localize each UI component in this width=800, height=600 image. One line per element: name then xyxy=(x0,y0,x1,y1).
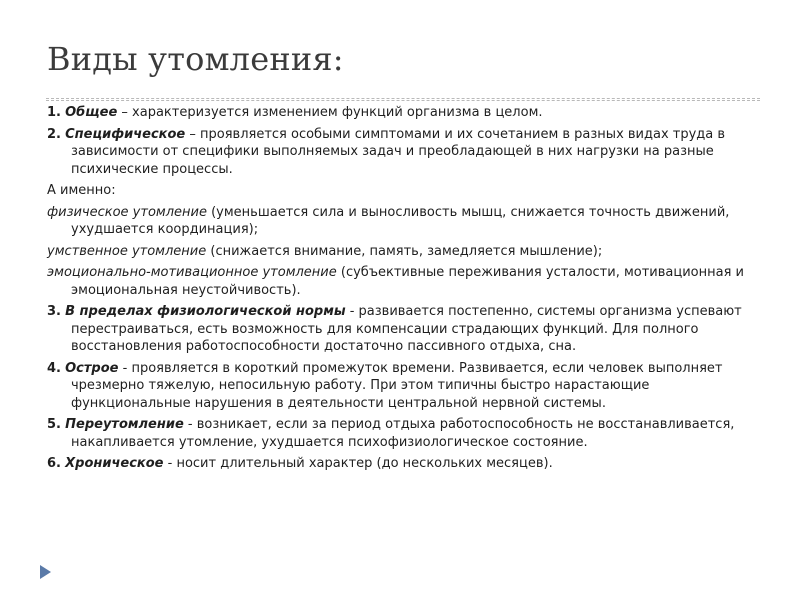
sub-item-emotional xyxy=(47,264,763,299)
list-item-3: 3. В пределах физиологической нормы - развивается постепенно, системы организма успевают перестраиваться, есть возможность для компенсации страдающих функций. Для полного восстановления работоспособности достаточно пассивного отдыха, сна. xyxy=(47,304,742,354)
item-text: – проявляется особыми симптомами и их сочетанием в разных видах труда в зависимости от специфики выполняемых задач и преобладающей в них нагрузки на разные психические процессы. xyxy=(71,126,726,177)
item-heading: В пределах физиологической нормы xyxy=(65,304,346,319)
list-item-1: 1. Общее – характеризуется изменением функций организма в целом. xyxy=(47,105,543,120)
list-item-5: 5. Переутомление - возникает, если за период отдыха работоспособность не восстанавливается, накапливается утомление, ухудшается психофизиологическое состояние. xyxy=(47,417,735,450)
sub-item-mental xyxy=(47,243,763,261)
item-text: - проявляется в короткий промежуток времени. Развивается, если человек выполняет чрезмерно тяжелую, непосильную работу. При этом типичны быстро нарастающие функциональные нарушения в деятельности центральной нервной системы. xyxy=(71,360,723,411)
item-heading: Общее xyxy=(65,105,118,120)
item-heading: Специфическое xyxy=(65,126,186,142)
list-item-6: 6. Хроническое - носит длительный характер (до нескольких месяцев). xyxy=(47,456,553,471)
item-text: – характеризуется изменением функций организма в целом. xyxy=(117,105,543,120)
sub-text: (субъективные переживания усталости, мотивационная и эмоциональная неустойчивость). xyxy=(71,265,744,298)
slide-title: Виды утомления: xyxy=(47,40,344,78)
item-text: - возникает, если за период отдыха работоспособность не восстанавливается, накапливается утомление, ухудшается психофизиологическое состояние. xyxy=(71,417,735,450)
sub-text: (снижается внимание, память, замедляется мышление); xyxy=(206,243,603,259)
item-heading: Острое xyxy=(65,360,119,376)
item-text: - развивается постепенно, системы организма успевают перестраиваться, есть возможность для компенсации страдающих функций. Для полного восстановления работоспособности достаточно пассивного отдыха, сна. xyxy=(71,304,742,354)
sub-term: эмоционально-мотивационное утомление xyxy=(47,265,337,280)
title-divider-bottom xyxy=(46,100,760,101)
triangle-bullet-icon xyxy=(40,565,51,579)
a-imenno-line: А именно: xyxy=(47,183,116,198)
sub-item-physical xyxy=(47,204,763,239)
item-text: - носит длительный характер (до нескольких месяцев). xyxy=(163,456,553,471)
list-item-2: 2. Специфическое – проявляется особыми симптомами и их сочетанием в разных видах труда в зависимости от специфики выполняемых задач и преобладающей в них нагрузки на разные психические процессы. xyxy=(47,126,726,177)
slide-body xyxy=(47,104,763,477)
item-heading: Переутомление xyxy=(65,417,184,432)
item-heading: Хроническое xyxy=(65,456,164,471)
sub-text: (уменьшается сила и выносливость мышц, снижается точность движений, ухудшается координация); xyxy=(71,204,730,237)
list-item-4: 4. Острое - проявляется в короткий промежуток времени. Развивается, если человек выполняет чрезмерно тяжелую, непосильную работу. При этом типичны быстро нарастающие функциональные нарушения в деятельности центральной нервной системы. xyxy=(47,360,723,411)
sub-term: физическое утомление xyxy=(47,204,207,220)
title-divider-top xyxy=(46,98,760,99)
sub-term: умственное утомление xyxy=(47,243,207,259)
